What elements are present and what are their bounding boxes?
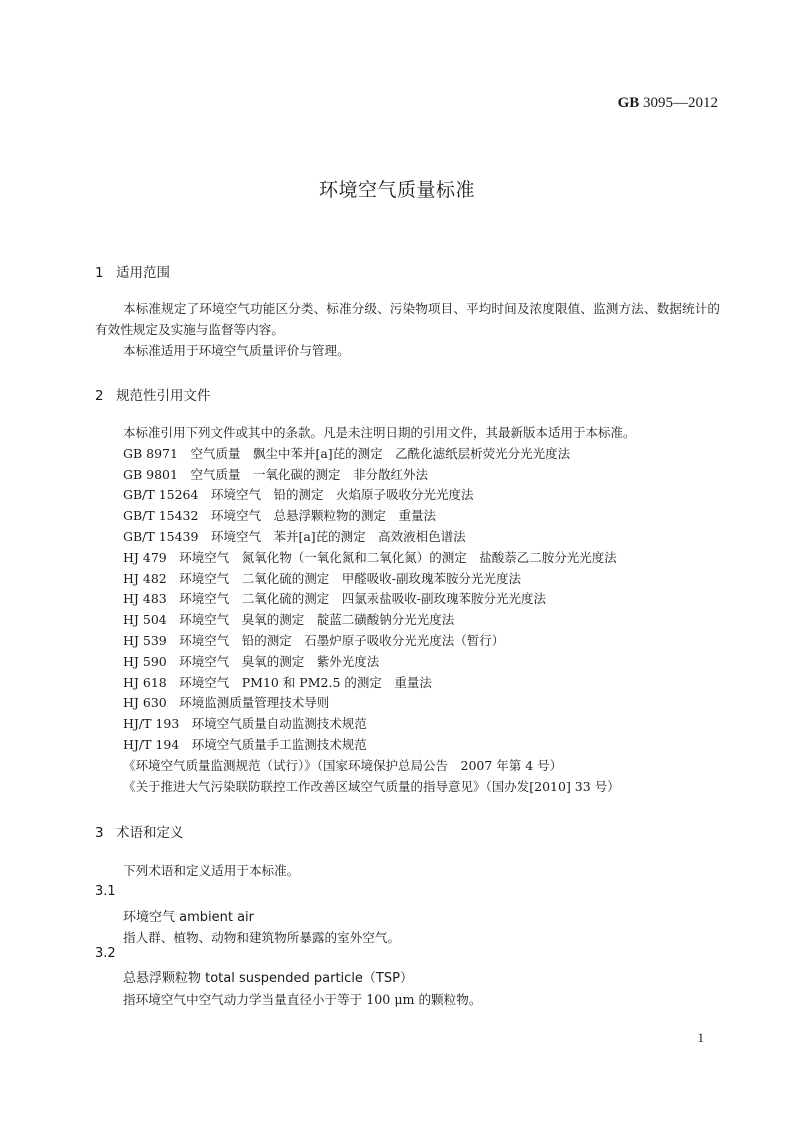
reference-list (123, 423, 723, 797)
reference-item: 《环境空气质量监测规范（试行）》（国家环境保护总局公告 2007 年第 4 号） (123, 757, 563, 773)
section-number: 3 (95, 825, 104, 841)
section-3-intro: 下列术语和定义适用于本标准。 (123, 863, 300, 878)
standard-code: 3095—2012 (643, 95, 718, 111)
reference-item: HJ/T 193 环境空气质量自动监测技术规范 (123, 716, 367, 732)
reference-item: HJ 618 环境空气 PM10 和 PM2.5 的测定 重量法 (123, 674, 432, 690)
reference-item: HJ 539 环境空气 铅的测定 石墨炉原子吸收分光光度法（暂行） (123, 632, 505, 648)
term-definition: 指环境空气中空气动力学当量直径小于等于 100 μm 的颗粒物。 (123, 992, 482, 1007)
term-title: 环境空气 ambient air (123, 910, 255, 925)
section-1-heading (95, 261, 720, 281)
reference-item: HJ/T 194 环境空气质量手工监测技术规范 (123, 736, 367, 752)
reference-item: HJ 630 环境监测质量管理技术导则 (123, 695, 330, 711)
reference-item: GB/T 15432 环境空气 总悬浮颗粒物的测定 重量法 (123, 508, 436, 524)
section-1-body (95, 299, 720, 361)
reference-item: GB 9801 空气质量 一氧化碳的测定 非分散红外法 (123, 466, 428, 482)
section-number: 1 (95, 265, 104, 281)
paragraph: 本标准规定了环境空气功能区分类、标准分级、污染物项目、平均时间及浓度限值、监测方法、数据统计的有效性规定及实施与监督等内容。 (95, 301, 720, 337)
section-2-intro: 本标准引用下列文件或其中的条款。凡是未注明日期的引用文件，其最新版本适用于本标准。 (123, 425, 636, 440)
reference-item: HJ 504 环境空气 臭氧的测定 靛蓝二磺酸钠分光光度法 (123, 612, 455, 628)
reference-item: 《关于推进大气污染联防联控工作改善区域空气质量的指导意见》（国办发[2010] 33 号） (123, 778, 620, 794)
reference-item: GB/T 15264 环境空气 铅的测定 火焰原子吸收分光光度法 (123, 487, 474, 503)
section-number: 2 (95, 388, 104, 404)
page-number: 1 (697, 1030, 704, 1045)
reference-item: HJ 479 环境空气 氮氧化物（一氧化氮和二氧化氮）的测定 盐酸萘乙二胺分光光度法 (123, 549, 617, 565)
term-number: 3.1 (95, 884, 116, 899)
term-title: 总悬浮颗粒物 total suspended particle（TSP） (123, 971, 413, 986)
reference-item: GB 8971 空气质量 飘尘中苯并[a]芘的测定 乙酰化滤纸层析荧光分光光度法 (123, 445, 571, 461)
section-title: 规范性引用文件 (116, 388, 211, 404)
section-title: 术语和定义 (116, 825, 184, 841)
standard-prefix: GB (617, 95, 640, 111)
reference-item: HJ 482 环境空气 二氧化硫的测定 甲醛吸收-副玫瑰苯胺分光光度法 (123, 570, 521, 586)
section-title: 适用范围 (116, 265, 170, 281)
term-number: 3.2 (95, 946, 116, 961)
reference-item: HJ 483 环境空气 二氧化硫的测定 四氯汞盐吸收-副玫瑰苯胺分光光度法 (123, 591, 546, 607)
reference-item: GB/T 15439 环境空气 苯并[a]芘的测定 高效液相色谱法 (123, 528, 466, 544)
section-3-heading (95, 821, 720, 841)
standard-number (618, 95, 718, 112)
paragraph: 本标准适用于环境空气质量评价与管理。 (123, 342, 350, 358)
term-definition: 指人群、植物、动物和建筑物所暴露的室外空气。 (123, 930, 401, 945)
document-title: 环境空气质量标准 (318, 179, 475, 201)
section-2-heading (95, 384, 720, 404)
reference-item: HJ 590 环境空气 臭氧的测定 紫外光度法 (123, 653, 380, 669)
